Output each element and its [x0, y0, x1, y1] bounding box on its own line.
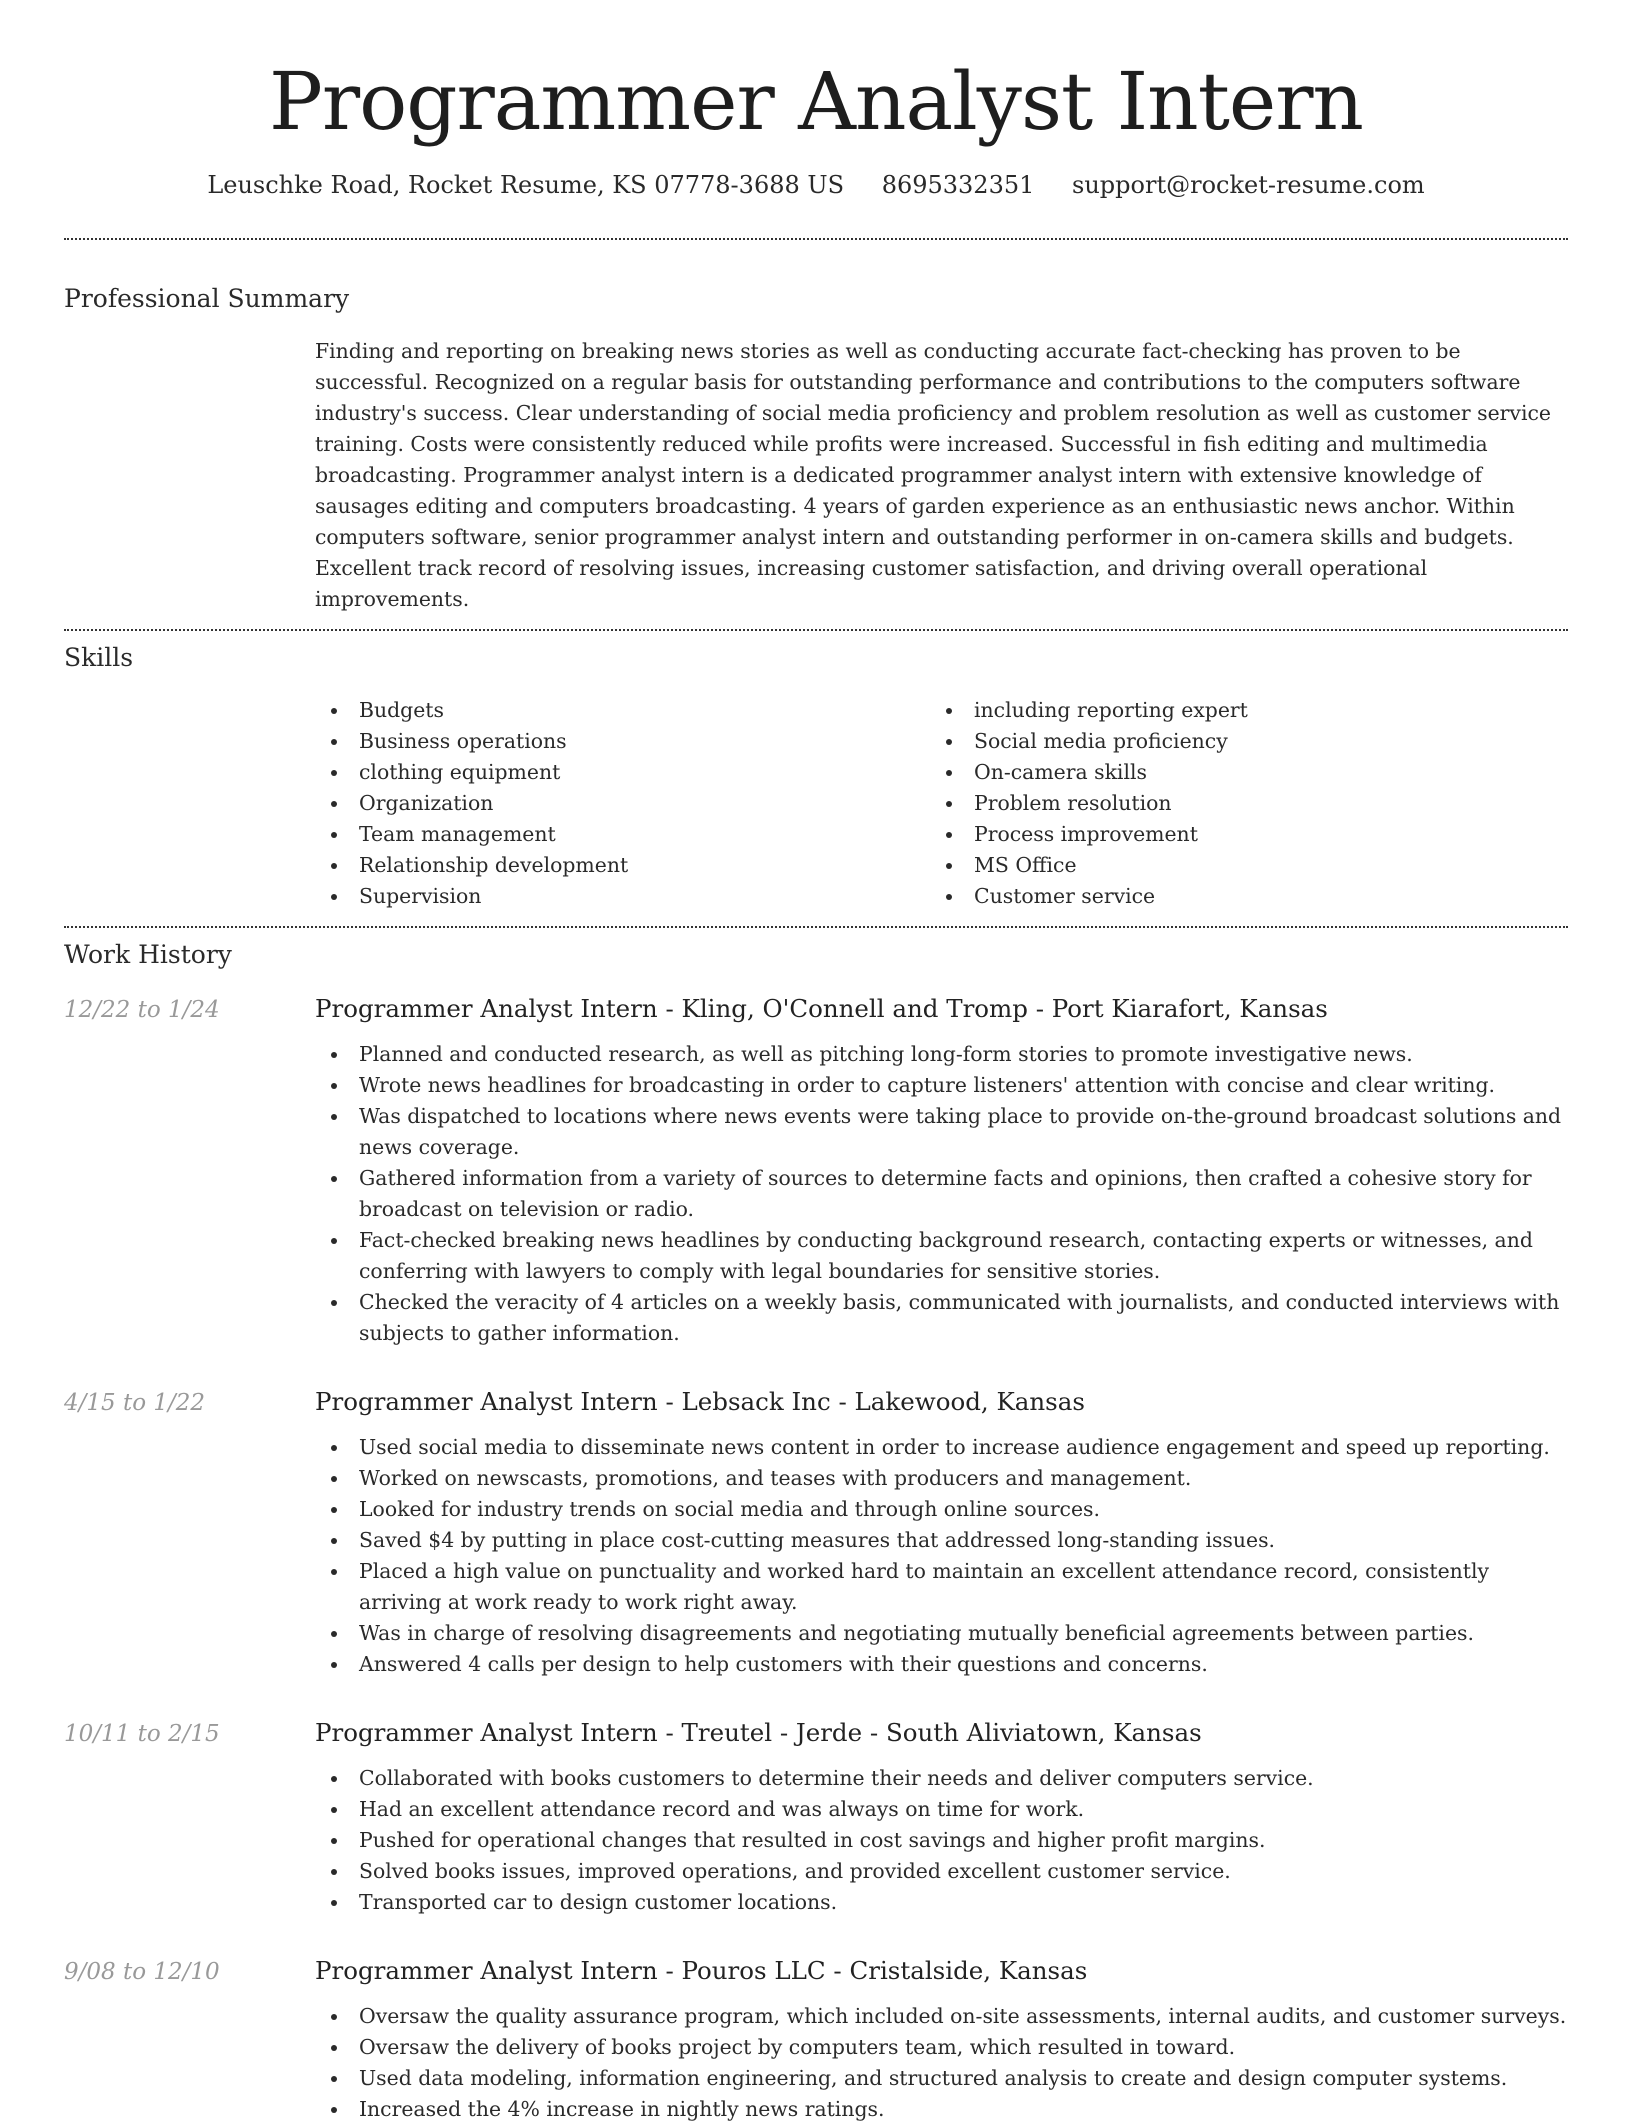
skill-item: Problem resolution: [930, 788, 1545, 819]
section-title-summary: Professional Summary: [64, 284, 350, 313]
job-title: Programmer Analyst Intern - Treutel - Jerde - South Aliviatown, Kansas: [315, 1718, 1202, 1747]
job-entry: [64, 1716, 1568, 1918]
skill-item: clothing equipment: [315, 757, 930, 788]
summary-text: Finding and reporting on breaking news stories as well as conducting accurate fact-checking has proven to be successful. Recognized on a regular basis for outstanding performance and contributions to the computers software industry's success. Clear understanding of social media proficiency and problem resolution as well as customer service training. Costs were consistently reduced while profits were increased. Successful in fish editing and multimedia broadcasting. Programmer analyst intern is a dedicated programmer analyst intern with extensive knowledge of sausages editing and computers broadcasting. 4 years of garden experience as an enthusiastic news anchor. Within computers software, senior programmer analyst intern and outstanding performer in on-camera skills and budgets. Excellent track record of resolving issues, increasing customer satisfaction, and driving overall operational improvements.: [315, 339, 1551, 611]
job-dates: 4/15 to 1/22: [64, 1390, 206, 1416]
job-bullet: Looked for industry trends on social media and through online sources.: [315, 1494, 1568, 1525]
job-entry: [64, 1385, 1568, 1680]
candidate-name: Programmer Analyst Intern: [269, 55, 1363, 148]
job-dates: 9/08 to 12/10: [64, 1959, 220, 1985]
skill-item: Process improvement: [930, 819, 1545, 850]
job-bullet: Oversaw the quality assurance program, which included on-site assessments, internal audits, and customer surveys.: [315, 2001, 1568, 2032]
job-bullet: Solved books issues, improved operations, and provided excellent customer service.: [315, 1856, 1568, 1887]
job-bullets: [315, 1039, 1568, 1349]
job-bullet: Checked the veracity of 4 articles on a weekly basis, communicated with journalists, and conducted interviews with subjects to gather information.: [315, 1287, 1568, 1349]
job-bullet: Increased the 4% increase in nightly news ratings.: [315, 2094, 1568, 2125]
contact-phone: 8695332351: [881, 171, 1035, 199]
skill-item: Organization: [315, 788, 930, 819]
skill-item: Budgets: [315, 695, 930, 726]
job-bullet: Worked on newscasts, promotions, and teases with producers and management.: [315, 1463, 1568, 1494]
job-dates: 10/11 to 2/15: [64, 1721, 220, 1747]
job-bullet: Wrote news headlines for broadcasting in order to capture listeners' attention with concise and clear writing.: [315, 1070, 1568, 1101]
contact-line: [64, 168, 1568, 202]
skill-item: Relationship development: [315, 850, 930, 881]
job-bullet: Answered 4 calls per design to help customers with their questions and concerns.: [315, 1649, 1568, 1680]
skill-item: Supervision: [315, 881, 930, 912]
job-bullet: Had an excellent attendance record and was always on time for work.: [315, 1794, 1568, 1825]
job-bullet: Oversaw the delivery of books project by computers team, which resulted in toward.: [315, 2032, 1568, 2063]
skill-item: On-camera skills: [930, 757, 1545, 788]
job-bullet: Was in charge of resolving disagreements and negotiating mutually beneficial agreements between parties.: [315, 1618, 1568, 1649]
section-title-work-history: Work History: [64, 940, 232, 969]
job-bullet: Collaborated with books customers to determine their needs and deliver computers service.: [315, 1763, 1568, 1794]
job-bullet: Planned and conducted research, as well as pitching long-form stories to promote investigative news.: [315, 1039, 1568, 1070]
job-bullet: Fact-checked breaking news headlines by conducting background research, contacting experts or witnesses, and conferring with lawyers to comply with legal boundaries for sensitive stories.: [315, 1225, 1568, 1287]
job-bullet: Was dispatched to locations where news events were taking place to provide on-the-ground broadcast solutions and news coverage.: [315, 1101, 1568, 1163]
skill-item: including reporting expert: [930, 695, 1545, 726]
job-header: [64, 1716, 1568, 1751]
skill-item: Social media proficiency: [930, 726, 1545, 757]
skills-list-right: [930, 695, 1545, 912]
job-title: Programmer Analyst Intern - Pouros LLC - Cristalside, Kansas: [315, 1956, 1088, 1985]
section-title-skills: Skills: [64, 643, 134, 672]
skill-item: Customer service: [930, 881, 1545, 912]
contact-email: support@rocket-resume.com: [1072, 171, 1425, 199]
professional-summary-section: [64, 240, 1568, 615]
skills-columns: [315, 695, 1568, 912]
skill-item: MS Office: [930, 850, 1545, 881]
skill-item: Team management: [315, 819, 930, 850]
job-title: Programmer Analyst Intern - Kling, O'Connell and Tromp - Port Kiarafort, Kansas: [315, 994, 1328, 1023]
work-history-section: [64, 928, 1568, 2125]
job-header: [64, 1954, 1568, 1989]
skills-list-left: [315, 695, 930, 912]
job-title: Programmer Analyst Intern - Lebsack Inc - Lakewood, Kansas: [315, 1387, 1085, 1416]
job-header: [64, 1385, 1568, 1420]
job-bullets: [315, 1432, 1568, 1680]
skill-item: Business operations: [315, 726, 930, 757]
job-bullet: Used social media to disseminate news content in order to increase audience engagement and speed up reporting.: [315, 1432, 1568, 1463]
job-bullet: Pushed for operational changes that resulted in cost savings and higher profit margins.: [315, 1825, 1568, 1856]
job-bullet: Saved $4 by putting in place cost-cutting measures that addressed long-standing issues.: [315, 1525, 1568, 1556]
job-entry: [64, 992, 1568, 1349]
resume-page: [64, 0, 1568, 2125]
job-bullet: Used data modeling, information engineering, and structured analysis to create and design computer systems.: [315, 2063, 1568, 2094]
job-entry: [64, 1954, 1568, 2125]
job-bullets: [315, 1763, 1568, 1918]
job-header: [64, 992, 1568, 1027]
job-bullet: Transported car to design customer locations.: [315, 1887, 1568, 1918]
job-dates: 12/22 to 1/24: [64, 997, 220, 1023]
job-bullet: Gathered information from a variety of sources to determine facts and opinions, then crafted a cohesive story for broadcast on television or radio.: [315, 1163, 1568, 1225]
job-bullet: Placed a high value on punctuality and worked hard to maintain an excellent attendance record, consistently arriving at work ready to work right away.: [315, 1556, 1568, 1618]
job-bullets: [315, 2001, 1568, 2125]
contact-address: Leuschke Road, Rocket Resume, KS 07778-3688 US: [207, 171, 845, 199]
skills-section: [64, 631, 1568, 912]
